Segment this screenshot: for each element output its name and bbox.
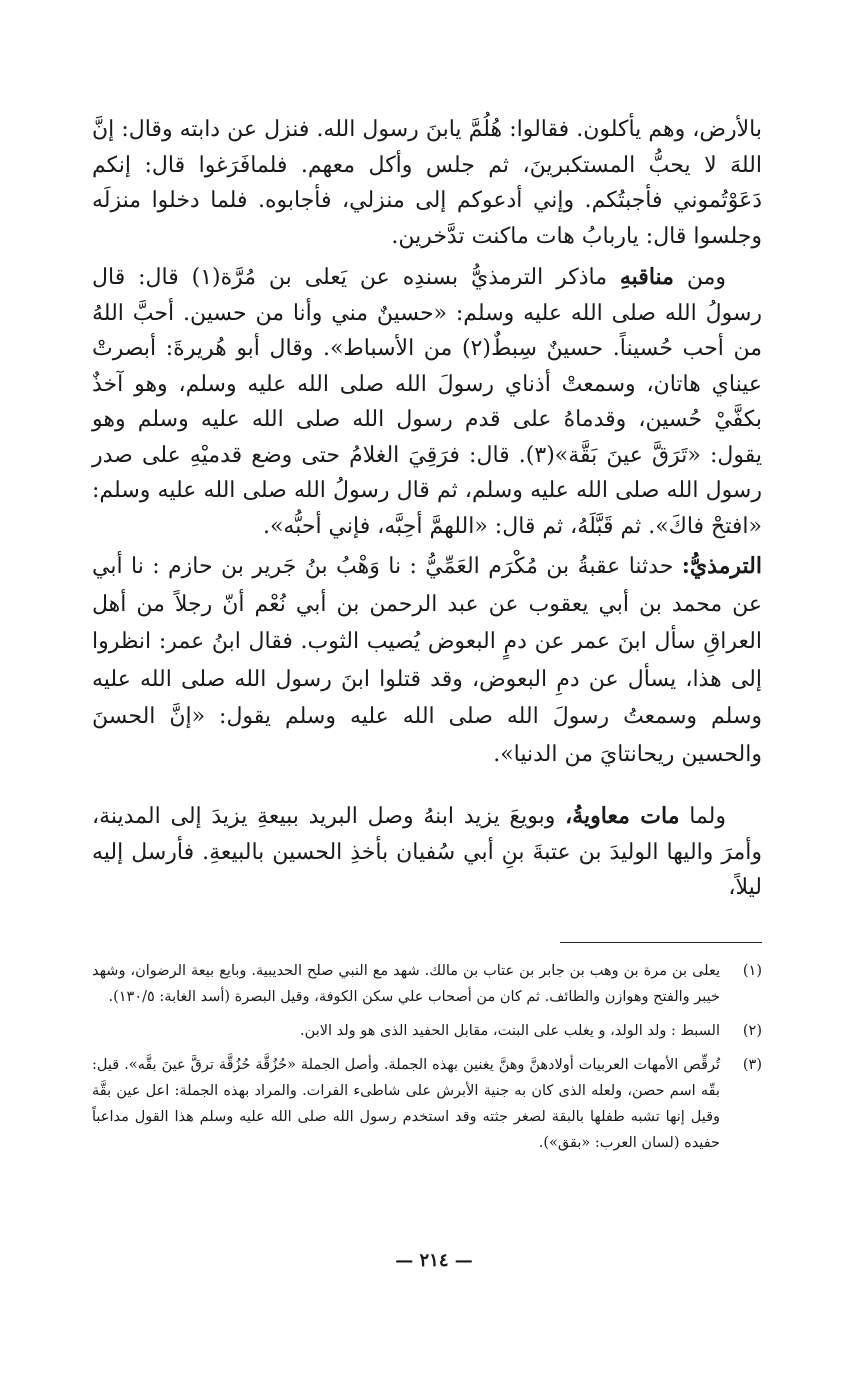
main-text <box>92 112 762 906</box>
paragraph-4-text: وبويعَ يزيد ابنهُ وصل البريد ببيعةِ يزيدَ إلى المدينة، وأمرَ واليها الوليدَ بن عتبةَ بنِ أبي سُفيان بأخذِ الحسين بالبيعةِ. فأرسل إليه ليلاً، <box>92 804 762 900</box>
footnote <box>92 958 762 1010</box>
paragraph-4-keyword: مات معاويةُ، <box>565 803 680 829</box>
paragraph-2-text: ماذكر الترمذيُّ بسندِه عن يَعلى بن مُرَّة(١) قال: قال رسولُ الله صلى الله عليه وسلم: «حسينٌ مني وأنا من حسين. أحبَّ اللهُ من أحب حُسيناً. حسينٌ سِبطٌ(٢) من الأسباط». وقال أبو هُريرةَ: أبصرتْ عيناي هاتان، وسمعتْ أذناي رسولَ الله صلى الله عليه وسلم، وهو آخذٌ بكفَّيْ حُسين، وقدماهُ على قدم رسول الله صلى الله عليه وسلم وهو يقول: «تَرَقَّ عينَ بَقَّة»(٣). قال: فرَقِيَ الغلامُ حتى وضع قدميْهِ على صدر رسول الله صلى الله عليه وسلم، ثم قال رسولُ الله صلى الله عليه وسلم: «افتحْ فاكَ». ثم قَبَّلَهُ، ثم قال: «اللهمَّ أحِبَّه، فإني أحبُّه». <box>92 265 763 539</box>
footnotes <box>92 958 762 1164</box>
page-number: — ٢١٤ — <box>395 1250 473 1271</box>
footnote <box>92 1052 762 1156</box>
footnote-text: السبط : ولد الولد، و يغلب على البنت، مقابل الحفيد الذى هو ولد الابن. <box>300 1023 720 1039</box>
paragraph-2-lead: ومن <box>686 265 726 290</box>
paragraph-3-text: حدثنا عقبةُ بن مُكْرَم العَمِّيُّ : نا وَهْبُ بنُ جَرير بن حازم : نا أبي عن محمد بن أبي يعقوب عن عبد الرحمن بن أبي نُعْم أنّ رجلاً من أهل العراقِ سأل ابنَ عمر عن دمٍ البعوض يُصيب الثوب. فقال ابنُ عمر: انظروا إلى هذا، يسأل عن دمِ البعوض، وقد قتلوا ابنَ رسول الله صلى الله عليه وسلم وسمعتُ رسولَ الله صلى الله عليه وسلم يقول: «إنَّ الحسنَ والحسين ريحانتايَ من الدنيا». <box>92 554 762 767</box>
paragraph-3 <box>92 548 762 773</box>
footnote-number: (٣) <box>742 1057 762 1073</box>
paragraph-2 <box>92 260 762 544</box>
footnote-number: (٢) <box>742 1023 762 1039</box>
footnote-number: (١) <box>742 963 762 979</box>
footnote-divider <box>560 942 762 943</box>
paragraph-4 <box>92 799 762 906</box>
paragraph-2-keyword: مناقبهِ <box>619 264 674 290</box>
paragraph-1-text: بالأرض، وهم يأكلون. فقالوا: هُلُمَّ يابنَ رسول الله. فنزل عن دابته وقال: إنَّ اللهَ لا يحبُّ المستكبرينَ، ثم جلس وأكل معهم. فلمافَرَغوا قال: إنكم دَعَوْتُموني فأجبتُكم. وإني أدعوكم إلى منزلي، فأجابوه. فلما دخلوا منزلَه وجلسوا قال: ياربابُ هات ماكنت تدَّخرين. <box>92 117 762 249</box>
paragraph-4-lead: ولما <box>689 804 726 829</box>
paragraph-1 <box>92 112 762 254</box>
footnote-text: تُرقِّص الأمهات العربيات أولادهنَّ وهنَّ يغنين بهذه الجملة. وأصل الجملة «حُزُقَّة حُزُقَّة ترقَّ عينَ بقَّه». قيل: بقّه اسم حصن، ولعله الذى كان به جنية الأبرش على شاطىء الفرات. والمراد بهذه الجملة: اعل عين بقَّة وقيل إنها تشبه طفلها بالبقة لصغر جثته وقد استخدم رسول الله صلى الله عليه وسلم هذا القول مداعباً حفيده (لسان العرب: «بقق»). <box>92 1057 720 1151</box>
paragraph-3-keyword: الترمذيُّ: <box>681 553 762 579</box>
footnote-text: يعلى بن مرة بن وهب بن جابر بن عتاب بن مالك. شهد مع النبي صلح الحديبية. وبايع بيعة الرضوان، وشهد خيبر والفتح وهوازن والطائف. ثم كان من أصحاب علي سكن الكوفة، وقيل البصرة (أسد الغابة: ١٣٠/٥). <box>92 963 720 1005</box>
footnote <box>92 1018 762 1044</box>
